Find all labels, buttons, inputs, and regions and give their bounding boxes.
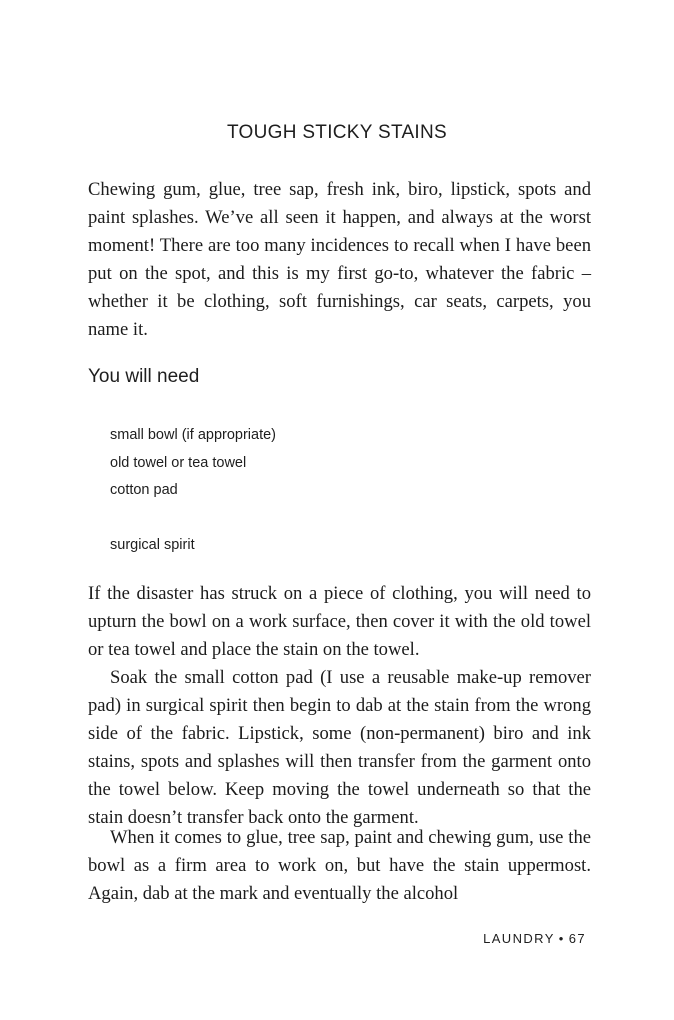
- supply-item: old towel or tea towel: [110, 454, 247, 471]
- you-will-need-heading: You will need: [88, 366, 200, 387]
- running-footer: [483, 931, 586, 946]
- footer-separator: •: [558, 931, 565, 946]
- supply-item: surgical spirit: [110, 536, 195, 553]
- body-paragraph: When it comes to glue, tree sap, paint and chewing gum, use the bowl as a firm area to work on, but have the stain uppermost. Again, dab at the mark and eventually the alcohol: [88, 827, 591, 904]
- page-title: TOUGH STICKY STAINS: [226, 122, 448, 143]
- intro-paragraph: Chewing gum, glue, tree sap, fresh ink, biro, lipstick, spots and paint splashes. We’ve all seen it happen, and always at the worst moment! There are too many incidences to recall when I have been put on the spot, and this is my first go-to, whatever the fabric – whether it be clothing, soft furnishings, car seats, carpets, you name it.: [88, 179, 591, 340]
- page-number: 67: [568, 931, 586, 946]
- section-name: LAUNDRY: [483, 931, 555, 946]
- body-paragraph: If the disaster has struck on a piece of clothing, you will need to upturn the bowl on a work surface, then cover it with the old towel or tea towel and place the stain on the towel.: [88, 583, 591, 660]
- supply-item: small bowl (if appropriate): [110, 427, 277, 443]
- supplies-list: [110, 422, 276, 559]
- body-paragraph: Soak the small cotton pad (I use a reusable make-up remover pad) in surgical spirit then begin to dab at the stain from the wrong side of the fabric. Lipstick, some (non-permanent) biro and ink stains, spots and splashes will then transfer from the garment onto the towel below. Keep moving the towel underneath so that the stain doesn’t transfer back onto the garment.: [88, 667, 591, 828]
- supply-item: cotton pad: [110, 482, 178, 498]
